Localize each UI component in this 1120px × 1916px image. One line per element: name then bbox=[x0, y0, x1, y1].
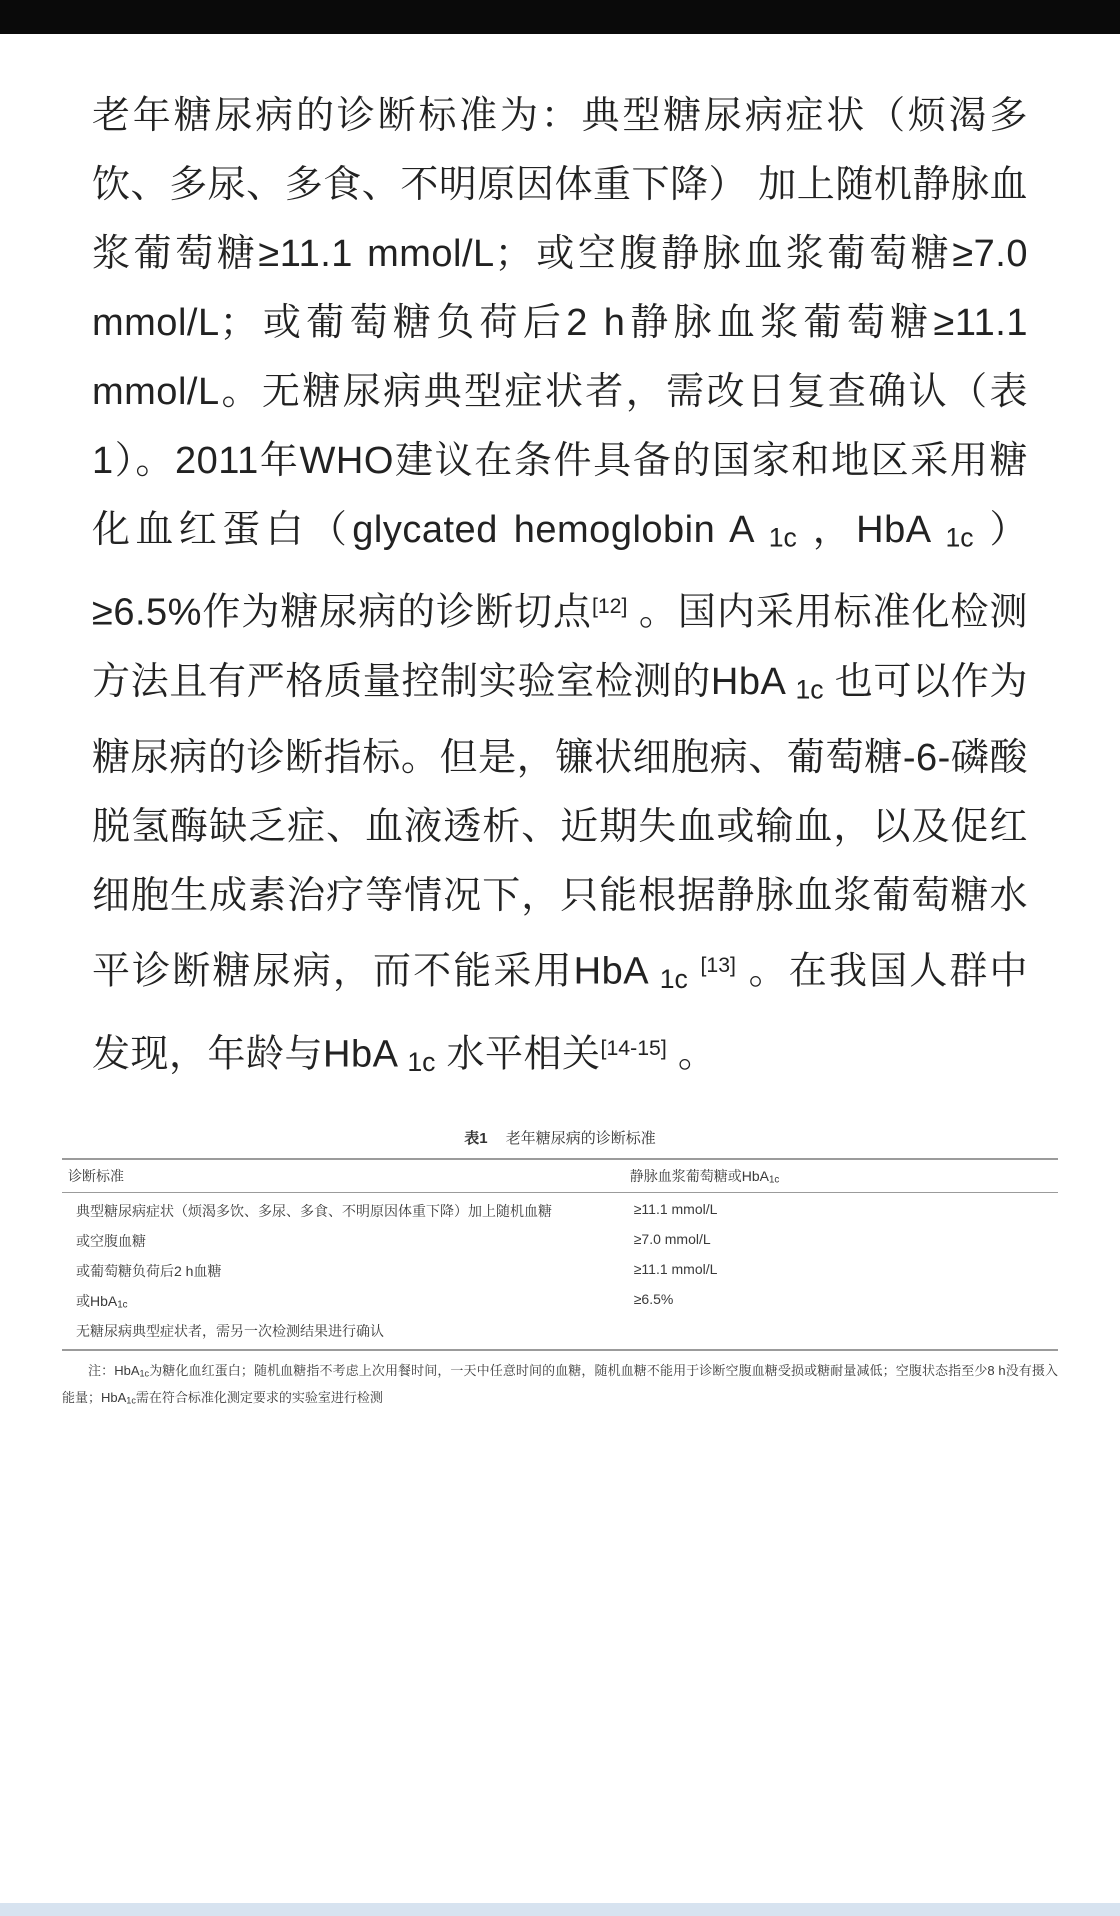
text-run: 需在符合标准化测定要求的实验室进行检测 bbox=[135, 1389, 383, 1405]
text-run: 也可以作为糖尿病的诊断指标。但是，镰状细胞病、葡萄糖-6-磷酸脱氢酶缺乏症、血液透析、近期失血或输血，以及促红细胞生成素治疗等情况下，只能根据静脉血浆葡萄糖水平诊断糖尿病，而不能采用HbA bbox=[92, 660, 1029, 993]
article-content bbox=[0, 34, 1120, 1097]
text-run: 或HbA bbox=[76, 1293, 118, 1310]
subscript: 1c bbox=[768, 522, 797, 553]
top-bar bbox=[0, 0, 1120, 34]
text-run: 为糖化血红蛋白；随机血糖指不考虑上次用餐时间，一天中任意时间的血糖，随机血糖不能用于诊断空腹血糖受损或糖耐量减低；空腹状态指至少8 h没有摄入能量；HbA bbox=[62, 1363, 1058, 1405]
table-row bbox=[62, 1193, 1058, 1227]
value-cell: ≥6.5% bbox=[633, 1291, 674, 1308]
table1-section bbox=[62, 1127, 1058, 1412]
header-cell-criteria: 诊断标准 bbox=[62, 1159, 630, 1193]
text-run: 。在我国人群中发现，年龄与HbA bbox=[92, 950, 1028, 1076]
text-run: 或空腹血糖 bbox=[76, 1233, 146, 1250]
table-row bbox=[62, 1226, 1058, 1256]
reference-superscript: [13] bbox=[700, 953, 736, 978]
reference-superscript: [14-15] bbox=[600, 1036, 667, 1061]
text-run: 注：HbA bbox=[88, 1363, 140, 1379]
criteria-cell bbox=[62, 1256, 630, 1286]
text-run bbox=[688, 951, 701, 993]
subscript: 1c bbox=[117, 1299, 128, 1311]
value-cell bbox=[630, 1316, 1058, 1350]
value-cell: ≥11.1 mmol/L bbox=[633, 1201, 718, 1218]
value-cell: ≥7.0 mmol/L bbox=[633, 1231, 711, 1248]
text-run: 典型糖尿病症状（烦渴多饮、多尿、多食、不明原因体重下降）加上随机血糖 bbox=[76, 1203, 552, 1220]
diagnosis-criteria-table bbox=[62, 1158, 1058, 1351]
criteria-cell bbox=[62, 1316, 630, 1350]
text-run: 。国内采用标准化检测方法且有严格质量控制实验室检测的HbA bbox=[92, 591, 1028, 703]
text-run: 静脉血浆葡萄糖或HbA bbox=[629, 1168, 769, 1185]
text-run: ，HbA bbox=[796, 509, 946, 551]
subscript: 1c bbox=[945, 522, 974, 553]
table-number-label: 表1 bbox=[464, 1130, 488, 1148]
bottom-strip bbox=[0, 1903, 1120, 1916]
text-run: 或葡萄糖负荷后2 h血糖 bbox=[76, 1263, 222, 1280]
criteria-cell bbox=[62, 1193, 630, 1227]
value-cell: ≥11.1 mmol/L bbox=[633, 1261, 718, 1278]
subscript: 1c bbox=[795, 674, 824, 705]
reference-superscript: [12] bbox=[591, 594, 628, 619]
table-title bbox=[62, 1127, 1058, 1148]
criteria-cell bbox=[62, 1286, 630, 1316]
table-row bbox=[62, 1286, 1058, 1316]
subscript: 1c bbox=[768, 1174, 780, 1186]
table-note bbox=[62, 1359, 1058, 1412]
text-run: 无糖尿病典型症状者，需另一次检测结果进行确认 bbox=[76, 1323, 384, 1340]
table-row bbox=[62, 1256, 1058, 1286]
table-header-row bbox=[62, 1159, 1058, 1193]
article-paragraph bbox=[92, 82, 1028, 1097]
subscript: 1c bbox=[659, 964, 688, 995]
subscript: 1c bbox=[139, 1368, 150, 1379]
subscript: 1c bbox=[126, 1395, 136, 1406]
subscript: 1c bbox=[407, 1047, 436, 1078]
text-run: ）≥6.5%作为糖尿病的诊断切点 bbox=[92, 509, 1028, 634]
table-title-text: 老年糖尿病的诊断标准 bbox=[505, 1130, 656, 1148]
header-cell-glucose bbox=[630, 1159, 1058, 1193]
text-run: 水平相关 bbox=[435, 1033, 601, 1076]
text-run: 老年糖尿病的诊断标准为：典型糖尿病症状（烦渴多饮、多尿、多食、不明原因体重下降） 加上随机静脉血浆葡萄糖≥11.1 mmol/L；或空腹静脉血浆葡萄糖≥7.0 mmol/L；或葡萄糖负荷后2 h静脉血浆葡萄糖≥11.1 mmol/L。无糖尿病典型症状者，需改日复查确认（表1）。2011年WHO建议在条件具备的国家和地区采用糖化血红蛋白（glycated hemoglobin A bbox=[92, 95, 1028, 551]
criteria-cell bbox=[62, 1226, 630, 1256]
text-run: 。 bbox=[666, 1033, 717, 1076]
table-row bbox=[62, 1316, 1058, 1350]
